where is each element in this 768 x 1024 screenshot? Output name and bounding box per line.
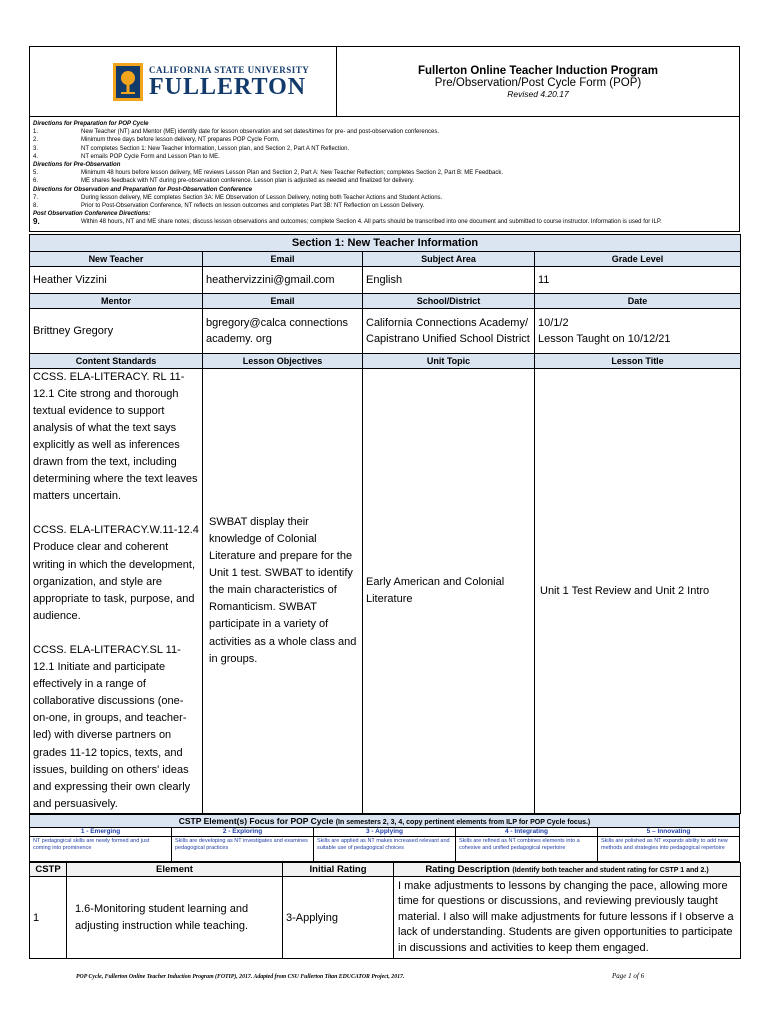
lesson-objectives: SWBAT display their knowledge of Colonial Literature and prepare for the Unit 1 test. SWBAT to identify the main characteristics of Romanticism. SWBAT participate in a variety of activities as a whole class and in groups. [203,368,363,813]
cstp-initial-rating: 3-Applying [283,876,394,959]
level-applying: 3 - Applying [314,827,456,836]
lesson-title: Unit 1 Test Review and Unit 2 Intro [535,368,741,813]
csuf-logo [33,63,333,101]
new-teacher-name: Heather Vizzini [30,266,203,293]
direction-item: 5. Minimum 48 hours before lesson delivery, ME reviews Lesson Plan and Section 2, Part A: New Teacher Reflection; completes Section 2, Part B: ME Feedback. [33,170,503,177]
label-lesson-objectives: Lesson Objectives [203,353,363,368]
standard-rl: CCSS. ELA-LITERACY. RL 11-12.1 Cite strong and thorough textual evidence to support analysis of what the text says explicitly as well as inferences drawn from the text, including determining where the text leaves matters uncertain. [33,370,198,503]
section1-title: Section 1: New Teacher Information [30,234,741,251]
section1-table [29,234,741,814]
seal-icon [113,63,143,101]
school-district: California Connections Academy/ Capistrano Unified School District [363,308,535,353]
direction-item: 1. New Teacher (NT) and Mentor (ME) identify date for lesson observation and set dates/times for pre- and post-observation conferences. [33,129,440,136]
date-value: 10/1/2 [538,316,569,329]
lesson-taught-date: Lesson Taught on 10/12/21 [538,332,671,345]
grade-level: 11 [535,266,741,293]
label-mentor: Mentor [30,293,203,308]
standard-w: CCSS. ELA-LITERACY.W.11-12.4 Produce clear and coherent writing in which the development, organization, and style are appropriate to task, purpose, and audience. [33,524,199,622]
pop-form [29,46,740,959]
new-teacher-email: heathervizzini@gmail.com [203,266,363,293]
unit-topic: Early American and Colonial Literature [363,368,535,813]
cstp-rating-description: I make adjustments to lessons by changing the pace, allowing more time for questions or discussions, and reviewing previously taught material. I also will make adjustments for future lessons if I observe a lack of understanding. Students are given opportunities to participate in discussions and activities to keep them engaged. [394,876,741,959]
label-mentor-email: Email [203,293,363,308]
col-rating-description-note: (Identify both teacher and student rating for CSTP 1 and 2.) [512,866,709,874]
direction-item: 3. NT completes Section 1: New Teacher Information, Lesson plan, and Section 2, Part A NT Reflection. [33,145,350,152]
direction-item: 8. Prior to Post-Observation Conference, NT reflects on lesson outcomes and completes Part 3B: NT Reflection on Lesson Delivery. [33,203,425,210]
cstp-levels-table [29,814,740,862]
standard-sl: CCSS. ELA-LITERACY.SL 11-12.1 Initiate and participate effectively in a range of collaborative discussions (one-on-one, in groups, and teacher-led) with diverse partners on grades 11-12 topics, texts, and issues, building on others' ideas and expressing their own clearly and persuasively. [33,643,191,810]
date-cell [535,308,741,353]
cstp-heading-text: CSTP Element(s) Focus for POP Cycle [178,815,334,826]
level-emerging: 1 - Emerging [30,827,172,836]
level-desc: Skills are applied as NT makes increased relevant and suitable use of pedagogical choices [314,836,456,861]
title-cell [337,47,740,117]
footer-citation: POP Cycle, Fullerton Online Teacher Induction Program (FOTIP), 2017. Adapted from CSU Fullerton Titan EDUCATOR Project, 2017. [76,974,405,980]
label-new-teacher: New Teacher [30,251,203,266]
label-email: Email [203,251,363,266]
subject-area: English [363,266,535,293]
label-grade-level: Grade Level [535,251,741,266]
cstp-heading-note: (In semesters 2, 3, 4, copy pertinent elements from ILP for POP Cycle focus.) [335,818,591,826]
program-title: Fullerton Online Teacher Induction Program [417,64,659,77]
level-desc: Skills are developing as NT investigates and examines pedagogical practices [172,836,314,861]
col-cstp: CSTP [30,862,67,876]
label-subject-area: Subject Area [363,251,535,266]
cstp-number: 1 [30,876,67,959]
label-lesson-title: Lesson Title [535,353,741,368]
directions-heading: Directions for Observation and Preparation for Post-Observation Conference [33,186,253,193]
mentor-email: bgregory@calca connections academy. org [203,308,363,353]
label-school-district: School/District [363,293,535,308]
level-desc: NT pedagogical skills are newly formed and just coming into prominence [30,836,172,861]
level-innovating: 5 – Innovating [598,827,740,836]
mentor-name: Brittney Gregory [30,308,203,353]
label-content-standards: Content Standards [30,353,203,368]
level-desc: Skills are polished as NT expands ability to add new methods and strategies into pedagogical repertoire [598,836,740,861]
content-standards [30,368,203,813]
page-number: Page 1 of 6 [612,972,645,980]
logo-university-line: CALIFORNIA STATE UNIVERSITY [149,64,310,75]
direction-item: 6. ME shares feedback with NT during pre-observation conference. Lesson plan is adjusted as needed and finalized for delivery. [33,178,414,185]
directions [30,117,740,232]
label-date: Date [535,293,741,308]
cstp-element: 1.6-Monitoring student learning and adjusting instruction while teaching. [67,876,283,959]
logo-cell [30,47,337,117]
col-rating-description-label: Rating Description [425,863,510,875]
col-initial-rating: Initial Rating [283,862,394,876]
level-exploring: 2 - Exploring [172,827,314,836]
directions-heading: Directions for Preparation for POP Cycle [33,121,149,127]
direction-item: 7. During lesson delivery, ME completes Section 3A: ME Observation of Lesson Delivery, noting both Teacher Actions and Student Actions. [33,194,443,201]
revision-date: Revised 4.20.17 [507,88,569,99]
col-rating-description [394,862,741,876]
directions-heading: Directions for Pre-Observation [33,162,121,169]
level-integrating: 4 - Integrating [456,827,598,836]
level-desc: Skills are refined as NT combines elements into a cohesive and unified pedagogical repertoire [456,836,598,861]
logo-fullerton: FULLERTON [149,73,307,100]
direction-item: 9. Within 48 hours, NT and ME share notes; discuss lesson observations and outcomes; complete Section 4. All parts should be transcribed into one document and submitted to course instructor. Information is used for ILP. [33,217,662,227]
form-title: Pre/Observation/Post Cycle Form (POP) [434,76,642,89]
col-element: Element [67,862,283,876]
header-table [29,46,740,232]
cstp-heading [30,814,740,827]
directions-heading: Post Observation Conference Directions: [33,211,151,218]
cstp-rating-table [29,862,741,960]
direction-item: 4. NT emails POP Cycle Form and Lesson Plan to ME. [33,153,220,160]
label-unit-topic: Unit Topic [363,353,535,368]
direction-item: 2. Minimum three days before lesson delivery, NT prepares POP Cycle Form. [33,137,280,144]
